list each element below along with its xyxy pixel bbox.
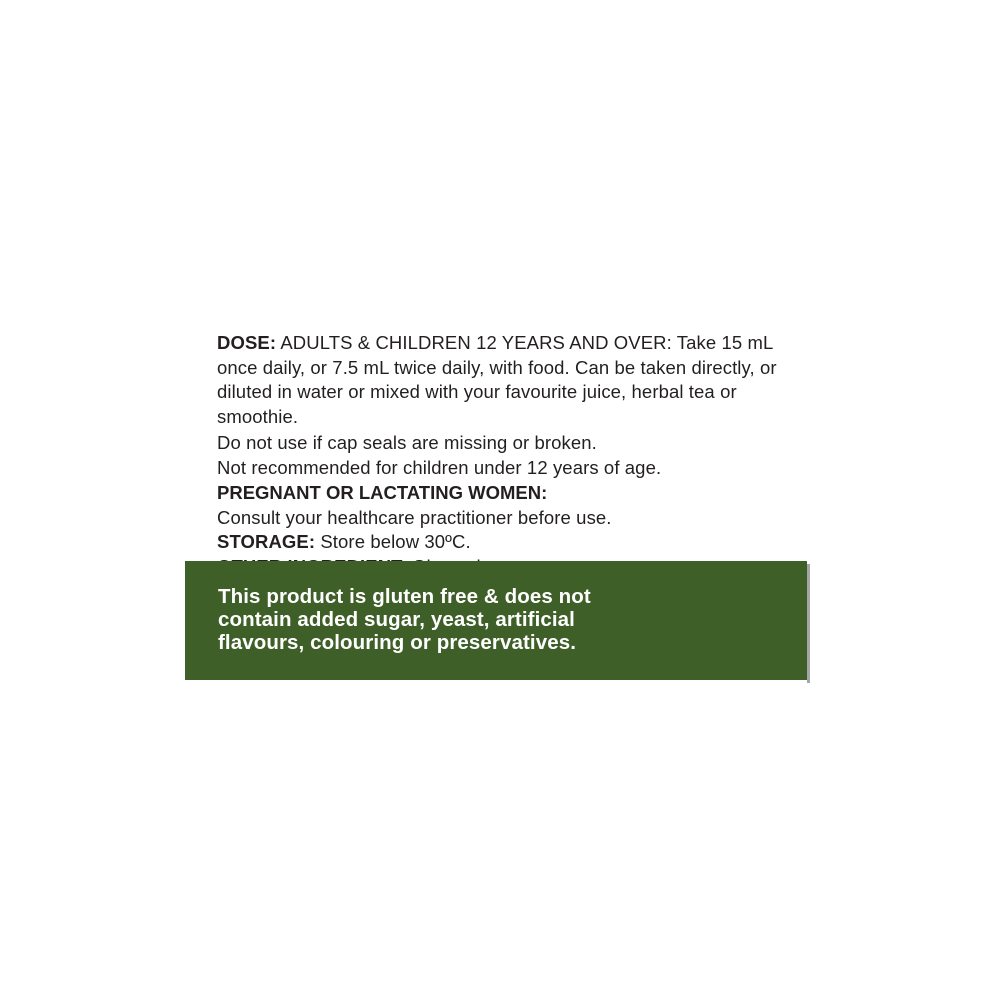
gluten-free-banner (185, 561, 807, 680)
dose-body: ADULTS & CHILDREN 12 YEARS AND OVER: Take 15 mL once daily, or 7.5 mL twice daily, with food. Can be taken directly, or diluted in water or mixed with your favourite juice, herbal tea or smoothie. (217, 332, 777, 427)
dose-heading: DOSE: (217, 332, 277, 353)
gluten-free-banner-text: This product is gluten free & does not contain added sugar, yeast, artificial flavours, colouring or preservatives. (218, 585, 591, 654)
storage-heading: STORAGE: (217, 531, 316, 552)
children-warning: Not recommended for children under 12 years of age. (217, 456, 662, 478)
storage-body: Store below 30ºC. (320, 531, 471, 552)
pregnancy-body: Consult your healthcare practitioner before use. (217, 506, 612, 528)
banner-shadow-edge (807, 564, 810, 683)
label-text-block (217, 331, 807, 579)
cap-seal-warning: Do not use if cap seals are missing or broken. (217, 432, 597, 453)
pregnancy-heading: PREGNANT OR LACTATING WOMEN: (217, 482, 548, 503)
storage-paragraph (217, 530, 807, 555)
dose-paragraph (217, 331, 807, 429)
